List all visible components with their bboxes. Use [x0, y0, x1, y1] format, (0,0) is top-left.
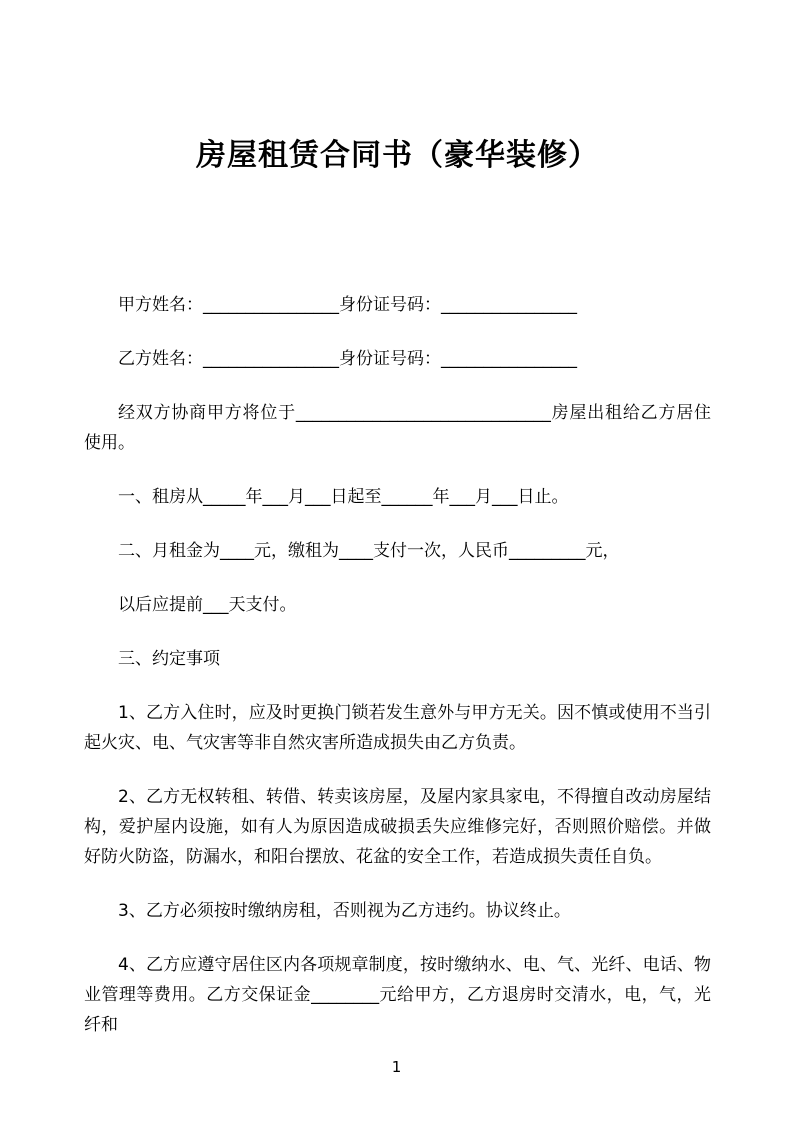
clause-2-no-sublease: 2、乙方无权转租、转借、转卖该房屋，及屋内家具家电，不得擅自改动房屋结构，爱护屋内设施，如有人为原因造成破损丢失应维修完好，否则照价赔偿。并做好防火防盗，防漏水，和阳台摆放、花盆的安全工作，若造成损失责任自负。 [84, 787, 711, 867]
property-location-clause: 经双方协商甲方将位于______________________________房屋出租给乙方居住使用。 [84, 403, 711, 453]
page-number: 1 [391, 1058, 402, 1076]
rent-advance-payment-clause: 以后应提前___天支付。 [118, 595, 297, 615]
clause-1-door-lock: 1、乙方入住时，应及时更换门锁若发生意外与甲方无关。因不慎或使用不当引起火灾、电、气灾害等非自然灾害所造成损失由乙方负责。 [84, 703, 711, 753]
document-title-text: 房屋租赁合同书（豪华装修） [196, 138, 599, 173]
clause-4-deposit-and-fees: 4、乙方应遵守居住区内各项规章制度，按时缴纳水、电、气、光纤、电话、物业管理等费用。乙方交保证金________元给甲方，乙方退房时交清水，电，气，光纤和 [84, 955, 711, 1035]
clause-3-pay-on-time: 3、乙方必须按时缴纳房租，否则视为乙方违约。协议终止。 [118, 901, 571, 921]
monthly-rent-clause: 二、月租金为____元，缴租为____支付一次，人民币_________元， [118, 541, 620, 561]
document-title [84, 0, 711, 176]
agreed-items-heading: 三、约定事项 [118, 649, 220, 669]
party-b-name-line: 乙方姓名：________________身份证号码：________________ [118, 349, 577, 369]
lease-term-clause: 一、租房从_____年___月___日起至______年___月___日止。 [118, 487, 569, 507]
party-a-name-line: 甲方姓名：________________身份证号码：________________ [118, 295, 577, 315]
